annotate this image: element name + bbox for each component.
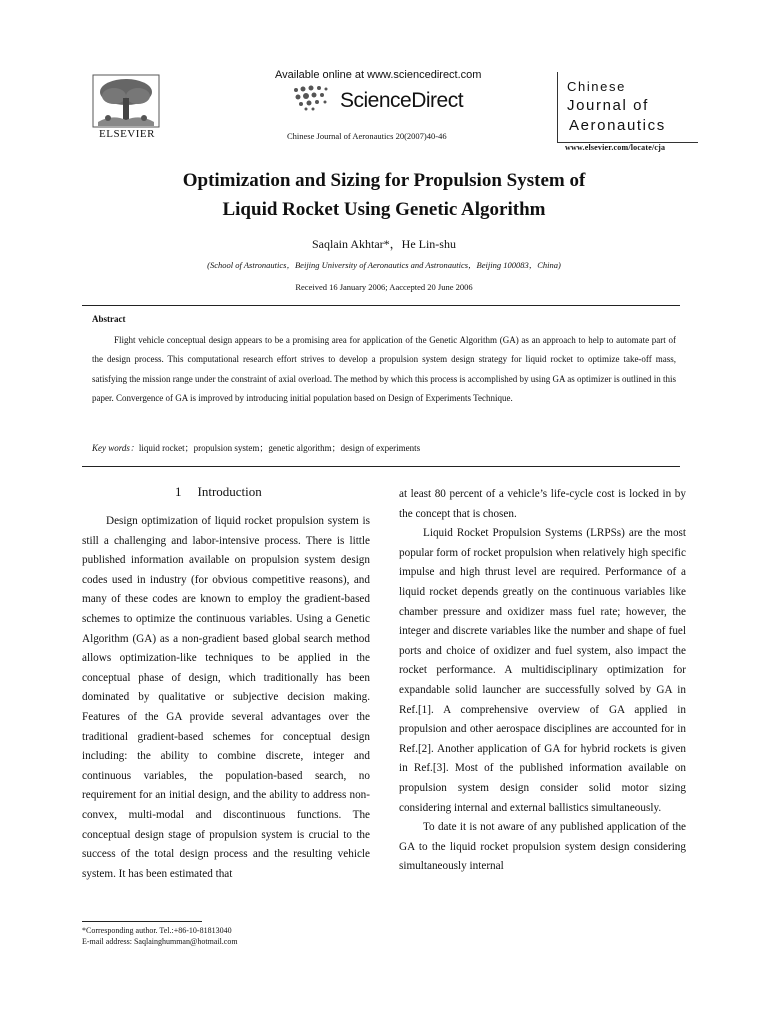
abstract-top-rule	[82, 305, 680, 306]
received-dates: Received 16 January 2006; Aaccepted 20 June 2006	[295, 282, 473, 292]
paper-authors: Saqlain Akhtar*，He Lin-shu	[312, 237, 456, 251]
section-title: Introduction	[197, 484, 262, 499]
abstract-heading: Abstract	[92, 314, 126, 324]
right-paragraph: To date it is not aware of any published application of the GA to the liquid rocket propulsion system design considering simultaneously internal	[399, 821, 686, 873]
footnote-rule	[82, 921, 202, 922]
footnote-email: E-mail address: Saqlainghumman@hotmail.com	[82, 937, 238, 946]
sciencedirect-dots-icon	[292, 84, 332, 112]
journal-url: www.elsevier.com/locate/cja	[565, 143, 666, 152]
keywords-list: liquid rocket；propulsion system；genetic algorithm；design of experiments	[138, 443, 421, 453]
journal-box-line-1: Chinese	[567, 79, 626, 94]
keywords-label: Key words：	[92, 443, 139, 453]
paper-title-line-2: Liquid Rocket Using Genetic Algorithm	[222, 199, 546, 220]
sciencedirect-brand: ScienceDirect	[340, 89, 464, 112]
available-online-text: Available online at www.sciencedirect.com	[275, 69, 482, 81]
right-paragraph: at least 80 percent of a vehicle’s life-cycle cost is locked in by the concept that is chosen.	[399, 488, 686, 520]
right-paragraph: Liquid Rocket Propulsion Systems (LRPSs) are the most popular form of rocket propulsion when relatively high specific impulse and high thrust level are required. Performance of a liquid rocket depends greatly on the continuous variables like chamber pressure and oxidizer mass fuel rate; however, the integer and discrete variables like the number and shape of fuel ports and choice of oxidizer and fuel system, also impact the rocket performance. A multidisciplinary optimization for expandable solid launcher are successfully solved by GA in Ref.[1]. A comprehensive overview of GA applied in propulsion and other aerospace disciplines are accounted for in Ref.[2]. Another application of GA for hybrid rockets is given in Ref.[3]. Most of the published information available on propulsion system design consider solid motor sizing considering internal and external ballistics simultaneously.	[399, 527, 686, 814]
right-column	[399, 485, 686, 877]
left-column	[82, 512, 370, 884]
abstract-bottom-rule	[82, 466, 680, 467]
paper-title-line-1: Optimization and Sizing for Propulsion System of	[182, 170, 586, 191]
footnote-corresponding: *Corresponding author. Tel.:+86-10-81813040	[82, 926, 232, 935]
publisher-name: ELSEVIER	[99, 128, 155, 140]
abstract-text: Flight vehicle conceptual design appears to be a promising area for application of the Genetic Algorithm (GA) as an approach to help to automate part of the design process. This computational research effort strives to develop a propulsion system design strategy for liquid rocket to optimize take-off mass, satisfying the mission range under the constraint of axial overload. The method by which this process is accomplished by using GA as optimizer is outlined in this paper. Convergence of GA is improved by introducing initial population based on Design of Experiments Technique.	[92, 335, 676, 404]
keywords	[92, 441, 420, 454]
paper-affiliation: (School of Astronautics，Beijing University of Aeronautics and Astronautics，Beijing 100083，China)	[207, 260, 561, 270]
journal-box-line-2: Journal of	[567, 97, 649, 114]
section-number: 1	[175, 484, 182, 499]
section-heading	[175, 484, 262, 500]
left-paragraph: Design optimization of liquid rocket propulsion system is still a challenging and labor-intensive process. There is little published information available on propulsion system design codes used in industry (for obvious competitive reasons), and many of these codes are known to employ the gradient-based schemes to optimize the continuous variables. Using a Genetic Algorithm (GA) as a non-gradient based global search method allows optimization-like techniques to be applied in the conceptual phase of design, which traditionally has been dominated by qualitative or subjective decision making. Features of the GA provide several advantages over the traditional gradient-based schemes for conceptual design including: the ability to combine discrete, integer and continuous variables, the population-based search, no requirement for an initial design, and the ability to address non-convex, multi-modal and discontinuous functions. The conceptual design stage of propulsion system is crucial to the success of the total design process and the resulting vehicle system. It has been estimated that	[82, 515, 370, 880]
journal-reference: Chinese Journal of Aeronautics 20(2007)40-46	[287, 131, 447, 141]
journal-box-line-3: Aeronautics	[569, 117, 666, 134]
